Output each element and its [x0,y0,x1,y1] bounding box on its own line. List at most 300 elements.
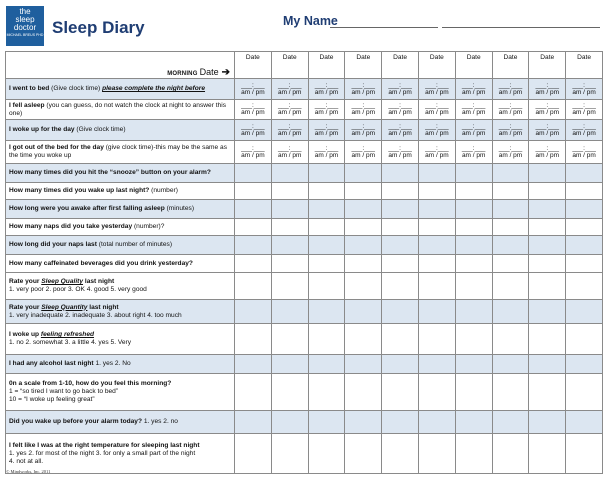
time-entry-cell[interactable] [566,79,603,100]
answer-cell[interactable] [492,164,529,183]
am-pm-label: am / pm [498,88,523,96]
answer-cell[interactable] [529,200,566,219]
answer-options: 1 = “so tired I want to go back to bed” [9,388,119,395]
answer-cell[interactable] [566,273,603,300]
time-blank: ___:___ [314,144,339,152]
am-pm-label: am / pm [572,151,596,159]
answer-cell[interactable] [382,255,419,273]
time-entry-cell[interactable] [566,100,603,120]
answer-cell[interactable] [308,183,345,200]
answer-cell[interactable] [235,219,272,236]
time-entry-cell[interactable] [566,141,603,164]
morning-date-label [6,52,235,79]
answer-cell[interactable] [382,300,419,324]
answer-cell[interactable] [455,273,492,300]
answer-cell[interactable] [455,411,492,434]
diary-row [6,79,603,100]
sleep-diary-table [5,51,603,474]
am-pm-label: am / pm [388,109,412,116]
question-bold: How many naps did you take yesterday [9,223,133,230]
question-cell [6,355,235,374]
answer-cell[interactable] [492,219,529,236]
date-header-cell[interactable] [345,52,382,79]
time-entry-cell[interactable] [455,100,492,120]
time-blank: ___:___ [535,122,560,130]
answer-cell[interactable] [271,273,308,300]
page-title: Sleep Diary [52,18,145,37]
am-pm-label: am / pm [351,129,376,137]
answer-cell[interactable] [382,273,419,300]
answer-cell[interactable] [418,411,455,434]
answer-options: 1. no 2. somewhat 3. a little 4. yes 5. Very [9,339,132,346]
time-entry-cell[interactable] [235,100,272,120]
answer-cell[interactable] [345,236,382,255]
answer-cell[interactable] [566,219,603,236]
time-entry-cell[interactable] [418,141,455,164]
time-entry-cell[interactable] [382,79,419,100]
question-line [9,450,231,458]
answer-cell[interactable] [345,324,382,355]
answer-cell[interactable] [455,300,492,324]
time-entry-cell[interactable] [418,79,455,100]
question-emphasis: Sleep Quality [41,278,84,285]
answer-cell[interactable] [271,183,308,200]
answer-cell[interactable] [566,164,603,183]
answer-cell[interactable] [455,374,492,411]
time-entry-cell[interactable] [308,100,345,120]
answer-cell[interactable] [382,236,419,255]
answer-cell[interactable] [529,164,566,183]
answer-cell[interactable] [345,434,382,474]
time-entry-cell[interactable] [345,141,382,164]
answer-cell[interactable] [566,236,603,255]
name-line[interactable] [442,27,600,28]
answer-options: 1. yes 2. for most of the night 3. for only a small part of the night [9,449,196,457]
question-bold: last night [87,303,119,311]
answer-cell[interactable] [529,236,566,255]
answer-cell[interactable] [345,273,382,300]
date-header-label: Date [503,54,518,61]
answer-cell[interactable] [566,411,603,434]
answer-cell[interactable] [271,434,308,474]
question-bold: I got out of the bed for the day [9,144,104,151]
diary-row [6,100,603,120]
answer-cell[interactable] [382,200,419,219]
answer-cell[interactable] [308,255,345,273]
answer-cell[interactable] [455,355,492,374]
date-header-label: Date [466,54,481,61]
time-entry-cell[interactable] [418,120,455,141]
am-pm-label: am / pm [241,129,265,137]
am-pm-label: am / pm [351,151,376,159]
answer-cell[interactable] [235,300,272,324]
question-note: (give clock time)-this may be the same as the time you woke up [9,144,227,159]
date-header-cell[interactable] [418,52,455,79]
question-bold: How long did your naps last [9,241,97,248]
question-line [9,458,231,466]
question-bold: How many times did you hit the “snooze” button on your alarm? [9,169,211,176]
answer-cell[interactable] [529,273,566,300]
am-pm-label: am / pm [351,109,376,116]
question-emphasis: feeling refreshed [40,331,95,338]
answer-cell[interactable] [345,300,382,324]
answer-cell[interactable] [492,236,529,255]
answer-cell[interactable] [271,219,308,236]
copyright: © Mindworks, Inc. 2011 [6,469,51,474]
answer-cell[interactable] [382,183,419,200]
answer-cell[interactable] [455,219,492,236]
time-blank: ___:___ [241,102,265,109]
question-cell [6,273,235,300]
time-entry-cell[interactable] [345,79,382,100]
answer-cell[interactable] [529,434,566,474]
answer-cell[interactable] [271,300,308,324]
question-line [9,312,231,320]
am-pm-label: am / pm [241,109,265,116]
am-pm-label: am / pm [314,88,339,96]
diary-row [6,434,603,474]
time-entry-cell[interactable] [492,120,529,141]
answer-cell[interactable] [235,164,272,183]
date-header-cell[interactable] [271,52,308,79]
date-header-label: Date [393,54,408,61]
answer-cell[interactable] [529,324,566,355]
answer-cell[interactable] [492,255,529,273]
answer-cell[interactable] [492,355,529,374]
date-header-cell[interactable] [529,52,566,79]
time-blank: ___:___ [498,102,523,109]
am-pm-label: am / pm [498,109,523,116]
diary-row [6,374,603,411]
time-entry-cell[interactable] [455,120,492,141]
date-header-cell[interactable] [455,52,492,79]
date-header-cell[interactable] [308,52,345,79]
time-entry-cell[interactable] [271,100,308,120]
question-bold: How many caffeinated beverages did you drink yesterday? [9,259,193,267]
am-pm-label: am / pm [277,151,302,159]
date-label: Date [199,67,219,77]
answer-cell[interactable] [382,219,419,236]
time-blank: ___:___ [572,122,596,130]
am-pm-label: am / pm [498,151,523,159]
question-note: (Give clock time) [74,126,126,133]
answer-cell[interactable] [566,255,603,273]
answer-cell[interactable] [566,183,603,200]
time-blank: ___:___ [388,122,412,130]
answer-cell[interactable] [418,183,455,200]
answer-cell[interactable] [345,355,382,374]
answer-cell[interactable] [308,324,345,355]
question-bold: Rate your [9,278,42,285]
time-blank: ___:___ [572,102,596,109]
answer-cell[interactable] [345,411,382,434]
time-entry-cell[interactable] [345,100,382,120]
answer-cell[interactable] [345,255,382,273]
answer-cell[interactable] [271,324,308,355]
am-pm-label: am / pm [461,109,486,116]
answer-cell[interactable] [382,164,419,183]
diary-row [6,141,603,164]
answer-cell[interactable] [492,183,529,200]
answer-cell[interactable] [492,273,529,300]
time-entry-cell[interactable] [271,120,308,141]
answer-cell[interactable] [235,324,272,355]
diary-row [6,236,603,255]
time-blank: ___:___ [425,144,449,152]
time-blank: ___:___ [535,81,560,89]
answer-cell[interactable] [566,200,603,219]
time-blank: ___:___ [461,102,486,109]
answer-cell[interactable] [566,374,603,411]
question-bold: I went to bed [9,85,50,92]
answer-cell[interactable] [418,434,455,474]
question-cell [6,236,235,255]
time-entry-cell[interactable] [455,79,492,100]
answer-cell[interactable] [566,355,603,374]
time-entry-cell[interactable] [492,100,529,120]
question-line [9,396,231,404]
answer-cell[interactable] [529,183,566,200]
answer-cell[interactable] [418,164,455,183]
time-blank: ___:___ [388,102,412,109]
time-entry-cell[interactable] [492,141,529,164]
logo-line-3: doctor [13,23,37,32]
question-cell [6,219,235,236]
time-entry-cell[interactable] [235,141,272,164]
time-entry-cell[interactable] [271,79,308,100]
logo-subtitle: MICHAEL BREUS PHD [6,33,44,37]
time-blank: ___:___ [498,81,523,89]
am-pm-label: am / pm [425,88,449,96]
answer-cell[interactable] [418,236,455,255]
time-entry-cell[interactable] [529,141,566,164]
answer-cell[interactable] [235,411,272,434]
question-cell [6,183,235,200]
answer-cell[interactable] [271,236,308,255]
answer-cell[interactable] [492,434,529,474]
answer-cell[interactable] [455,236,492,255]
answer-cell[interactable] [271,374,308,411]
time-blank: ___:___ [461,81,486,89]
am-pm-label: am / pm [535,88,560,96]
answer-cell[interactable] [566,434,603,474]
date-header-cell[interactable] [235,52,272,79]
date-header-label: Date [429,54,444,61]
answer-cell[interactable] [235,273,272,300]
answer-cell[interactable] [492,411,529,434]
answer-cell[interactable] [418,355,455,374]
time-entry-cell[interactable] [382,120,419,141]
answer-cell[interactable] [455,324,492,355]
time-entry-cell[interactable] [271,141,308,164]
question-bold: 0n a scale from 1-10, how do you feel this morning? [9,380,172,387]
answer-cell[interactable] [235,200,272,219]
question-cell [6,100,235,120]
am-pm-label: am / pm [425,151,449,159]
answer-options: 10 = “I woke up feeling great” [9,396,95,403]
answer-cell[interactable] [271,164,308,183]
answer-cell[interactable] [455,255,492,273]
time-entry-cell[interactable] [566,120,603,141]
time-entry-cell[interactable] [529,79,566,100]
time-blank: ___:___ [461,122,486,130]
question-bold: Did you wake up before your alarm today? [9,418,143,425]
time-entry-cell[interactable] [418,100,455,120]
answer-cell[interactable] [492,200,529,219]
question-cell [6,120,235,141]
time-entry-cell[interactable] [308,79,345,100]
question-bold: How many times did you wake up last night? [9,187,150,194]
answer-cell[interactable] [235,183,272,200]
time-entry-cell[interactable] [492,79,529,100]
name-line[interactable] [330,27,438,28]
answer-cell[interactable] [235,236,272,255]
answer-cell[interactable] [566,300,603,324]
answer-cell[interactable] [418,200,455,219]
morning-label: MORNING [167,71,198,77]
time-blank: ___:___ [314,102,339,109]
answer-cell[interactable] [455,200,492,219]
answer-cell[interactable] [418,219,455,236]
am-pm-label: am / pm [535,109,560,116]
date-header-label: Date [245,54,260,61]
answer-cell[interactable] [492,300,529,324]
answer-cell[interactable] [418,324,455,355]
date-header-cell[interactable] [566,52,603,79]
answer-cell[interactable] [271,200,308,219]
answer-cell[interactable] [418,374,455,411]
date-header-label: Date [319,54,334,61]
question-bold: I woke up [9,331,41,338]
answer-cell[interactable] [529,374,566,411]
question-note: (you can guess, do not watch the clock at night to answer this one) [9,101,226,117]
diary-row [6,273,603,300]
answer-cell[interactable] [308,300,345,324]
answer-cell[interactable] [529,411,566,434]
date-header-cell[interactable] [492,52,529,79]
answer-cell[interactable] [455,434,492,474]
answer-cell[interactable] [455,164,492,183]
answer-cell[interactable] [382,434,419,474]
answer-cell[interactable] [529,255,566,273]
am-pm-label: am / pm [535,129,560,137]
answer-cell[interactable] [271,255,308,273]
answer-cell[interactable] [308,434,345,474]
question-note: (total number of minutes) [96,241,173,248]
answer-cell[interactable] [308,164,345,183]
answer-cell[interactable] [492,374,529,411]
answer-cell[interactable] [529,300,566,324]
answer-cell[interactable] [382,324,419,355]
answer-options: 4. not at all. [9,457,44,465]
question-line [9,388,231,396]
answer-cell[interactable] [345,183,382,200]
am-pm-label: am / pm [425,109,449,116]
time-blank: ___:___ [388,81,412,89]
date-header-cell[interactable] [382,52,419,79]
time-blank: ___:___ [425,122,449,130]
answer-cell[interactable] [382,355,419,374]
answer-cell[interactable] [418,273,455,300]
time-entry-cell[interactable] [345,120,382,141]
sleep-doctor-logo [6,6,44,46]
answer-cell[interactable] [271,411,308,434]
time-entry-cell[interactable] [235,79,272,100]
diary-row [6,219,603,236]
am-pm-label: am / pm [388,88,412,96]
time-entry-cell[interactable] [235,120,272,141]
answer-cell[interactable] [308,374,345,411]
time-blank: ___:___ [277,102,302,109]
am-pm-label: am / pm [277,88,302,96]
answer-cell[interactable] [308,236,345,255]
answer-cell[interactable] [235,374,272,411]
time-blank: ___:___ [277,144,302,152]
time-blank: ___:___ [277,81,302,89]
answer-cell[interactable] [345,374,382,411]
answer-cell[interactable] [418,300,455,324]
answer-cell[interactable] [418,255,455,273]
answer-cell[interactable] [529,219,566,236]
question-bold: Rate your [9,303,42,311]
logo-line-2: sleep [15,15,35,24]
question-bold: I had any alcohol last night [9,360,94,367]
answer-cell[interactable] [492,324,529,355]
am-pm-label: am / pm [425,129,449,137]
time-entry-cell[interactable] [308,120,345,141]
answer-cell[interactable] [271,355,308,374]
answer-cell[interactable] [308,273,345,300]
answer-cell[interactable] [566,324,603,355]
question-bold: last night [83,278,115,285]
question-cell [6,79,235,100]
answer-cell[interactable] [235,434,272,474]
answer-cell[interactable] [345,200,382,219]
question-cell [6,324,235,355]
am-pm-label: am / pm [241,151,265,159]
question-bold: How long were you awake after first falling asleep [9,205,165,212]
diary-row [6,300,603,324]
question-cell [6,374,235,411]
time-entry-cell[interactable] [382,100,419,120]
answer-cell[interactable] [345,164,382,183]
answer-cell[interactable] [308,411,345,434]
time-blank: ___:___ [351,144,376,152]
time-entry-cell[interactable] [529,100,566,120]
diary-row [6,200,603,219]
answer-cell[interactable] [455,183,492,200]
answer-cell[interactable] [308,355,345,374]
question-note: (number)? [132,223,165,230]
time-blank: ___:___ [498,144,523,152]
time-blank: ___:___ [277,122,302,130]
answer-cell[interactable] [529,355,566,374]
answer-cell[interactable] [308,200,345,219]
answer-cell[interactable] [235,355,272,374]
time-entry-cell[interactable] [382,141,419,164]
answer-cell[interactable] [345,219,382,236]
answer-cell[interactable] [235,255,272,273]
answer-cell[interactable] [382,374,419,411]
time-blank: ___:___ [572,81,596,89]
answer-options: 1. very poor 2. poor 3. OK 4. good 5. very good [9,286,147,293]
answer-cell[interactable] [382,411,419,434]
time-entry-cell[interactable] [308,141,345,164]
time-entry-cell[interactable] [455,141,492,164]
answer-cell[interactable] [308,219,345,236]
time-entry-cell[interactable] [529,120,566,141]
date-header-label: Date [356,54,371,61]
